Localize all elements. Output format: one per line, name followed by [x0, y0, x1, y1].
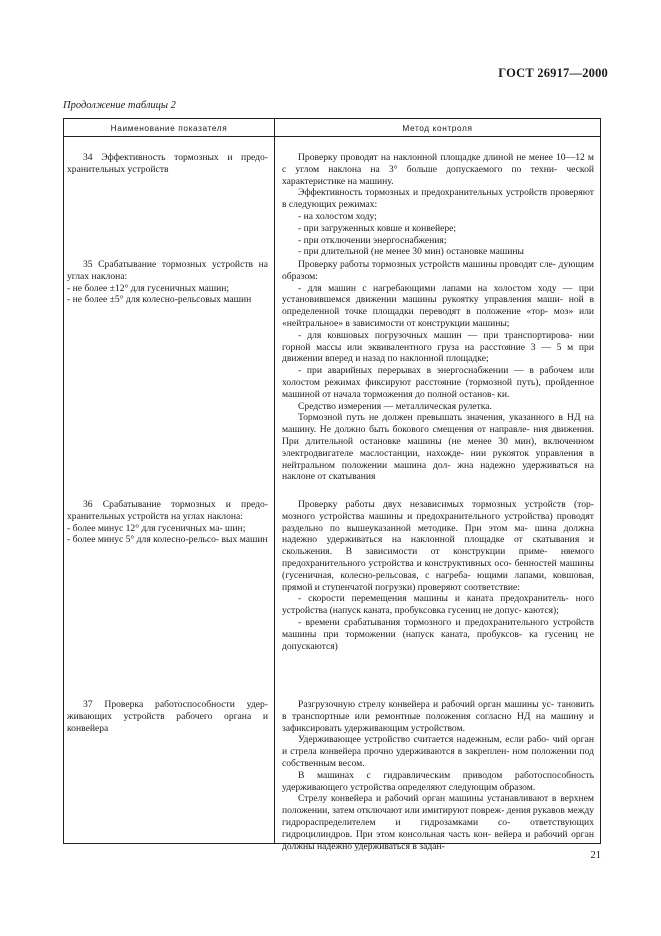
indicator-line: 37 Проверка работоспособности удер- живающих устройств рабочего органа и конвейера	[67, 699, 268, 734]
indicator-line: 35 Срабатывание тормозных устройств на углах наклона:	[67, 259, 268, 282]
table-header	[64, 119, 600, 137]
row-36-method	[282, 499, 594, 652]
method-paragraph: Стрелу конвейера и рабочий орган машины устанавливают в верхнем положении, затем отключают или имитируют повреж- дения рукавов между гидрораспределителем и гидрозамками со- ответствующих гидроцилиндров. При этом консольная часть кон- вейера и рабочий орган должны надежно удерживаться в задан-	[282, 793, 594, 852]
row-34-method	[282, 152, 594, 258]
column-divider	[274, 136, 275, 843]
method-paragraph: Тормозной путь не должен превышать значения, указанного в НД на машину. Не должно быть бокового смещения от направле- ния движения. При длительной остановке машины (не менее 30 мин), включенном электродвигателе маслостанции, нахожде- нии рукояток управления в нейтральном положении машина дол- жна надежно удерживаться на наклоне от скатывания	[282, 412, 594, 483]
method-paragraph: - времени срабатывания тормозного и предохранительного устройств машины при торможении (напуск каната, пробуксов- ка гусениц не допускаются)	[282, 616, 594, 652]
indicator-line: - более минус 5° для колесно-рельсо- вых машин	[67, 534, 268, 546]
method-paragraph: - при отключении энергоснабжения;	[298, 234, 447, 246]
page-number: 21	[590, 850, 601, 861]
method-paragraph: - для ковшовых погрузочных машин — при транспортирова- нии горной массы или эквивалентного груза на расстояние 3 — 5 м при движении вперед и назад по наклонной площадке;	[282, 329, 594, 365]
document-code: ГОСТ 26917—2000	[498, 66, 608, 80]
row-36-indicator	[67, 499, 268, 546]
indicator-line: 36 Срабатывание тормозных и предо- хранительных устройств на углах наклона:	[67, 499, 268, 522]
indicator-line: - не более ±12° для гусеничных машин;	[67, 282, 230, 294]
row-34-indicator	[67, 152, 268, 176]
method-paragraph: Удерживающее устройство считается надежным, если рабо- чий орган и стрела конвейера прочно удерживаются в закреплен- ном положении под собственным весом.	[282, 734, 594, 769]
row-37-method	[282, 699, 594, 852]
column-header-indicator: Наименование показателя	[64, 119, 275, 136]
row-35-indicator	[67, 259, 268, 306]
method-paragraph: Проверку работы двух независимых тормозных устройств (тор- мозного устройства машины и предохранительного устройства) проводят раздельно по вышеуказанной методике. При этом ма- шина должна надежно удерживаться на наклонной площадке от скатывания и скольжения. В зависимости от конструкции приме- няемого предохранительного устройства и конструктивных осо- бенностей машины (гусеничная, колесно-рельсовая, с нагреба- ющими лапами, ковшовая, прямой и ступенчатой погрузки) проверяют соответствие:	[282, 499, 594, 593]
indicator-line: 34 Эффективность тормозных и предо- хранительных устройств	[67, 152, 268, 175]
method-paragraph: Разгрузочную стрелу конвейера и рабочий орган машины ус- тановить в транспортные или ремонтные положения согласно НД на машину и зафиксировать удерживающим устройством.	[282, 699, 594, 734]
row-35-method	[282, 259, 594, 483]
method-paragraph: Проверку работы тормозных устройств машины проводят сле- дующим образом:	[282, 259, 594, 282]
table-caption: Продолжение таблицы 2	[63, 100, 176, 111]
row-37-indicator	[67, 699, 268, 734]
method-paragraph: - для машин с нагребающими лапами на холостом ходу — при установившемся движении машины рукоятку управления маши- ной в определенной точке площадки переводят в положение «тор- моз» или «нейтральное» в зависимости от конструкции машины;	[282, 282, 594, 329]
methods-table	[63, 118, 601, 852]
method-paragraph: В машинах с гидравлическим приводом работоспособность удерживающего устройства определяют следующим образом.	[282, 769, 594, 793]
method-paragraph: - на холостом ходу;	[298, 210, 377, 222]
method-paragraph: Эффективность тормозных и предохранительных устройств проверяют в следующих режимах:	[282, 187, 594, 211]
indicator-line: - не более ±5° для колесно-рельсовых машин	[67, 294, 252, 306]
column-header-method: Метод контроля	[402, 122, 473, 133]
method-paragraph: Проверку проводят на наклонной площадке длиной не менее 10—12 м с углом наклона на 3° больше допускаемого по техни- ческой характеристике на машину.	[282, 152, 594, 187]
method-paragraph: - при загруженных ковше и конвейере;	[298, 222, 457, 234]
method-paragraph: - при аварийных перерывах в энергоснабжении — в рабочем или холостом режимах фиксируют расстояние (тормозной путь), пройденное машиной от начала торможения до полной останов- ки.	[282, 365, 594, 400]
indicator-line: - более минус 12° для гусеничных ма- шин;	[67, 522, 246, 534]
method-paragraph: Средство измерения — металлическая рулетка.	[298, 400, 492, 412]
method-paragraph: - скорости перемещения машины и каната предохранитель- ного устройства (напуск каната, пробуксовка гусениц не допус- каются);	[282, 593, 594, 617]
method-paragraph: - при длительной (не менее 30 мин) остановке машины	[298, 246, 524, 258]
